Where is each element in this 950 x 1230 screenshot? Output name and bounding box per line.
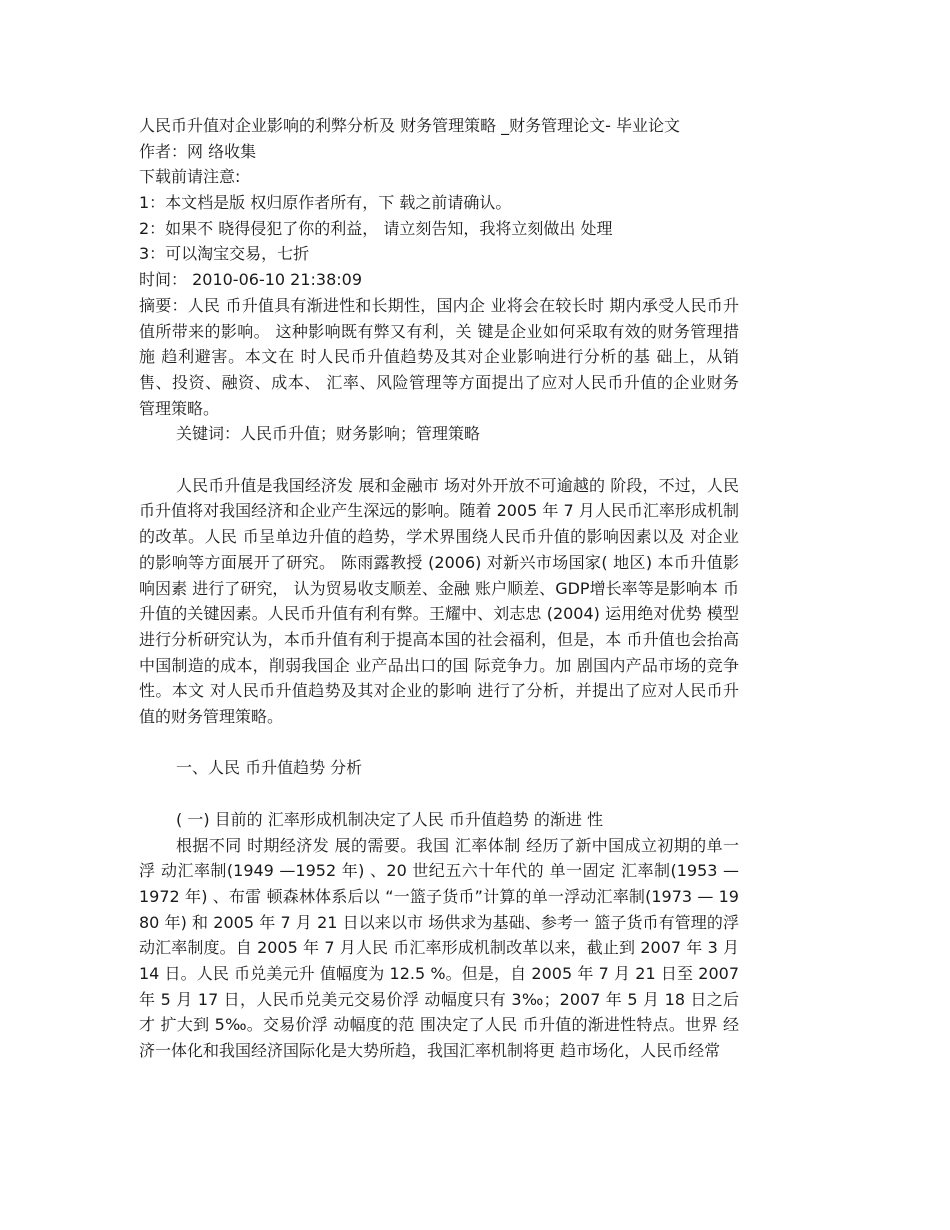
notice-item-2: 2：如果不 晓得侵犯了你的利益， 请立刻告知，我将立刻做出 处理 — [139, 218, 613, 238]
document-title: 人民币升值对企业影响的利弊分析及 财务管理策略 _财务管理论文- 毕业论文 — [139, 116, 681, 135]
notice-header: 下载前请注意: — [139, 167, 241, 187]
section-heading-1: 一、人民 币升值趋势 分析 — [176, 758, 363, 778]
document-page — [139, 113, 739, 1064]
timestamp: 时间： 2010-06-10 21:38:09 — [139, 270, 363, 290]
author-line: 作者：网 络收集 — [139, 141, 257, 161]
notice-item-3: 3：可以淘宝交易，七折 — [139, 244, 310, 264]
subsection-heading-1: ( 一) 目前的 汇率形成机制决定了人民 币升值趋势 的渐进 性 — [176, 809, 604, 829]
spacer — [139, 447, 739, 473]
keywords-line: 关键词：人民币升值；财务影响；管理策略 — [176, 424, 481, 444]
abstract-paragraph: 摘要：人民 币升值具有渐进性和长期性，国内企 业将会在较长时 期内承受人民币升值所带来的影响。 这种影响既有弊又有利，关 键是企业如何采取有效的财务管理措施 趋利避害。本文在 时人民币升值趋势及其对企业影响进行分析的基 础上，从销售、投资、融资、成本、 汇率、风险管理等方面提出了应对人民币升值的企业财务 管理策略。 — [139, 295, 739, 418]
body-paragraph-1: 根据不同 时期经济发 展的需要。我国 汇率体制 经历了新中国成立初期的单一浮 动汇率制(1949 —1952 年) 、20 世纪五六十年代的 单一固定 汇率制(1953 — 1972 年) 、布雷 顿森林体系后以 “一篮子货币”计算的单一浮动汇率制(1973 — 1980 年) 和 2005 年 7 月 21 日以来以市 场供求为基础、参考一 篮子货币有管理的浮 动汇率制度。自 2005 年 7 月人民 币汇率形成机制改革以来，截止到 2007 年 3 月 14 日。人民 币兑美元升 值幅度为 12.5 %。但是，自 2005 年 7 月 21 日至 2007 年 5 月 17 日，人民币兑美元交易价浮 动幅度只有 3‰；2007 年 5 月 18 日之后才 扩大到 5‰。交易价浮 动幅度的范 围决定了人民 币升值的渐进性特点。世界 经济一体化和我国经济国际化是大势所趋，我国汇率机制将更 趋市场化，人民币经常 — [139, 835, 739, 1061]
spacer — [139, 730, 739, 756]
spacer — [139, 781, 739, 807]
notice-item-1: 1：本文档是版 权归原作者所有，下 载之前请确认。 — [139, 193, 512, 213]
intro-paragraph: 人民币升值是我国经济发 展和金融市 场对外开放不可逾越的 阶段，不过，人民币升值将对我国经济和企业产生深远的影响。随着 2005 年 7 月人民币汇率形成机制的改革。人民 币呈单边升值的趋势，学术界围绕人民币升值的影响因素以及 对企业的影响等方面展开了研究。 陈雨露教授 (2006) 对新兴市场国家( 地区) 本币升值影响因素 进行了研究， 认为贸易收支顺差、金融 账户顺差、GDP增长率等是影响本 币升值的关键因素。人民币升值有利有弊。王耀中、刘志忠 (2004) 运用绝对优势 模型进行分析研究认为，本币升值有利于提高本国的社会福利，但是，本 币升值也会抬高中国制造的成本，削弱我国企 业产品出口的国 际竞争力。加 剧国内产品市场的竞争性。本文 对人民币升值趋势及其对企业的影响 进行了分析，并提出了应对人民币升值的财务管理策略。 — [139, 475, 739, 727]
